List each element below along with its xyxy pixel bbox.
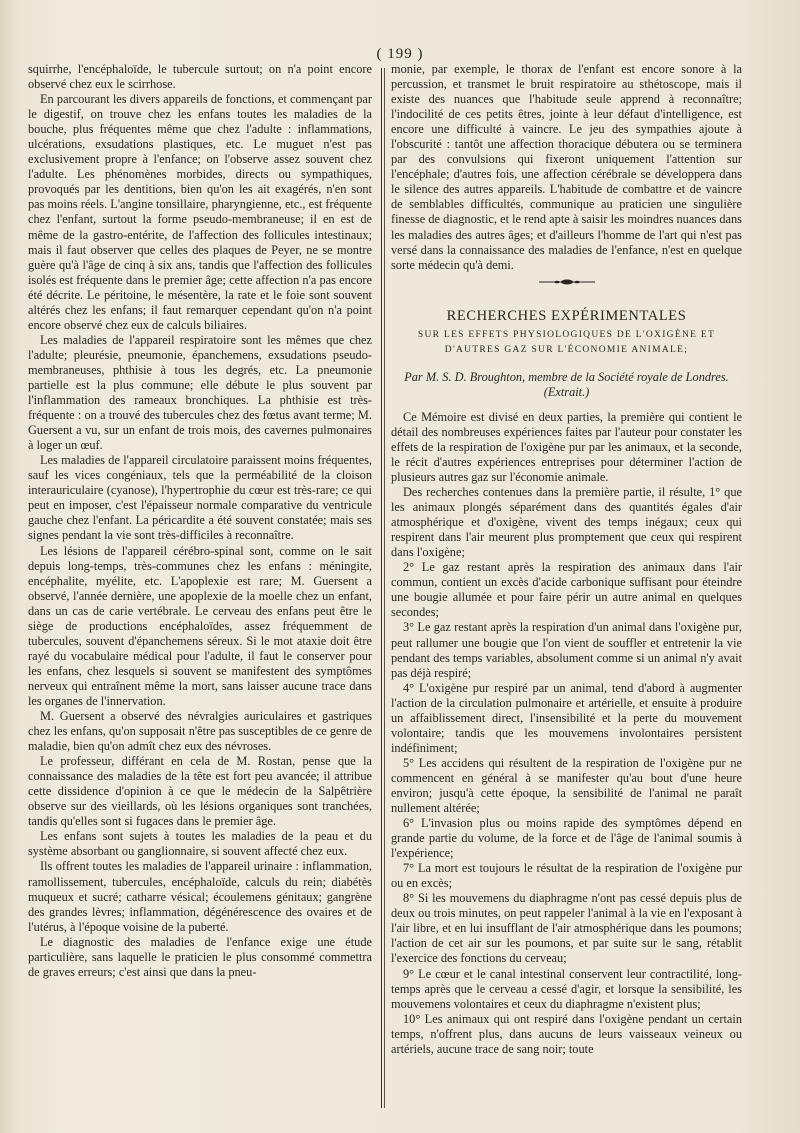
paragraph: Ce Mémoire est divisé en deux parties, la première qui contient le détail des nombreuses expériences faites par l'auteur pour constater les effets de la respiration de l'oxigène pur par les animaux, et la seconde, le récit d'autres expériences entreprises pour déterminer l'action de plusieurs autres gaz sur l'économie animale. <box>391 409 742 484</box>
column-rule <box>381 68 382 1108</box>
paragraph: 9° Le cœur et le canal intestinal conservent leur contractilité, long-temps après que le cerveau a cessé d'agir, et lorsque la sensibilité, les mouvemens volontaires et ceux du diaphragme n'existent plus; <box>391 966 742 1011</box>
paragraph: 4° L'oxigène pur respiré par un animal, tend d'abord à augmenter l'action de la circulation pulmonaire et artérielle, et ensuite à produire un affaiblissement direct, l'insensibilité et la perte du mouvement volontaire; tandis que les mouvemens involontaires persistent indéfiniment; <box>391 680 742 755</box>
paragraph: Le diagnostic des maladies de l'enfance exige une étude particulière, sans laquelle le praticien le plus consommé commettra de graves erreurs; c'est ainsi que dans la pneu- <box>28 934 372 979</box>
paragraph: 7° La mort est toujours le résultat de la respiration de l'oxigène pur ou en excès; <box>391 861 742 891</box>
article-title: RECHERCHES EXPÉRIMENTALES <box>446 307 687 324</box>
paragraph: squirrhe, l'encéphaloïde, le tubercule surtout; on n'a point encore observé chez eux le scirrhose. <box>28 62 372 92</box>
paragraph: 8° Si les mouvemens du diaphragme n'ont pas cessé depuis plus de deux ou trois minutes, on peut rappeler l'animal à la vie en l'exposant à l'air libre, et en lui insufflant de l'air atmosphérique dans les poumons; l'action de cet air sur les poumons, et par suite sur le sang, rétablit l'exercice des fonctions du cerveau; <box>391 891 742 966</box>
page-number: ( 199 ) <box>376 46 424 62</box>
paragraph: Ils offrent toutes les maladies de l'appareil urinaire : inflammation, ramollissement, tubercules, encéphaloïde, calculs du rein; diabétès muqueux et sucré; catharre vésical; écoulemens génitaux; gangrène des grandes lèvres; inflammation, dégénérescence des ovaires et de l'utérus, à l'époque voisine de la puberté. <box>28 859 372 934</box>
paragraph: Les maladies de l'appareil circulatoire paraissent moins fréquentes, sauf les vices congéniaux, tels que la perméabilité de la cloison interauriculaire (cyanose), l'hypertrophie du cœur est très-rare; ce qui peut en imposer, c'est l'épaisseur normale comparative du ventricule gauche chez l'enfant. La péricardite a été souvent constatée; mais ses signes pendant la vie sont très-difficiles à reconnaître. <box>28 453 372 543</box>
paragraph: monie, par exemple, le thorax de l'enfant est encore sonore à la percussion, et transmet le bruit respiratoire au sthétoscope, mais il existe des nuances que l'habitude seule apprend à reconnaître; l'indocilité de ces petits êtres, jointe à leur défaut d'intelligence, est encore une difficulté à vaincre. Le jeu des sympathies ajoute à l'obscurité : tantôt une affection thoracique débutera ou se terminera par des convulsions qui fixeront uniquement l'attention sur l'encéphale; d'autres fois, une affection cérébrale se développera dans le silence des autres appareils. L'habitude de combattre et de vaincre de semblables difficultés, communique au praticien une singulière finesse de diagnostic, et le rend apte à saisir les moindres nuances dans les maladies des autres âges; et d'ailleurs l'homme de l'art qui n'est pas versé dans la connaissance des maladies de l'enfance, n'est en quelque sorte médecin qu'à demi. <box>391 62 742 272</box>
article-author: Par M. S. D. Broughton, membre de la Société royale de Londres. (Extrait.) <box>404 369 729 399</box>
paragraph: 5° Les accidens qui résultent de la respiration de l'oxigène pur ne commencent en général à se manifester qu'au bout d'une heure environ; jusqu'à cette époque, la sensibilité de l'animal ne paraît nullement altérée; <box>391 755 742 816</box>
paragraph: Les maladies de l'appareil respiratoire sont les mêmes que chez l'adulte; pleurésie, pneumonie, épanchemens, exsudations pseudo-membraneuses, phthisie à tous les degrés, etc. La pneumonie partielle est la plus commune; elle débute le plus souvent par l'inflammation des rameaux bronchiques. La phthisie est très-fréquente : on a trouvé des tubercules chez des fœtus avant terme; M. Guersent a vu, sur un enfant de trois mois, des cavernes pulmonaires à loger un œuf. <box>28 332 372 453</box>
paragraph: Des recherches contenues dans la première partie, il résulte, 1° que les animaux plongés séparément dans des quantités égales d'air atmosphérique et d'oxigène, vivent des temps inégaux; ceux qui respirent dans l'air meurent plus promptement que ceux qui respirent dans l'oxigène; <box>391 485 742 560</box>
paragraph: 3° Le gaz restant après la respiration d'un animal dans l'oxigène pur, peut rallumer une bougie que l'on vient de souffler et entretenir la vie pendant des temps variables, absolument comme si un animal n'y avait pas déjà respiré; <box>391 620 742 680</box>
paragraph: Les enfans sont sujets à toutes les maladies de la peau et du système absorbant ou ganglionnaire, si souvent affecté chez eux. <box>28 829 372 859</box>
paragraph: 2° Le gaz restant après la respiration des animaux dans l'air commun, contient un excès d'acide carbonique suffisant pour éteindre une bougie allumée et pour faire périr un autre animal en quelques secondes; <box>391 560 742 620</box>
article-subtitle: SUR LES EFFETS PHYSIOLOGIQUES DE L'OXIGÈNE ET D'AUTRES GAZ SUR L'ÉCONOMIE ANIMALE; <box>417 329 716 355</box>
left-column <box>28 62 372 980</box>
column-rule-inner <box>384 68 385 1108</box>
paragraph: 10° Les animaux qui ont respiré dans l'oxigène pendant un certain temps, n'offrent plus, dans aucuns de leurs vaisseaux veineux ou artériels, aucune trace de sang noir; toute <box>391 1011 742 1056</box>
paragraph: M. Guersent a observé des névralgies auriculaires et gastriques chez les enfans, qu'on supposait n'être pas susceptibles de ce genre de maladie, bien qu'on admît chez eux des névroses. <box>28 709 372 754</box>
right-column <box>391 62 742 1057</box>
paragraph: 6° L'invasion plus ou moins rapide des symptômes dépend en grande partie du volume, de la force et de l'âge de l'animal soumis à l'expérience; <box>391 816 742 861</box>
paragraph: Le professeur, différant en cela de M. Rostan, pense que la connaissance des maladies de la tête est fort peu avancée; il attribue cette dissidence d'opinion à ce que le médecin de la Salpêtrière observe sur des vieillards, où les lésions organiques sont tranchées, tandis qu'elles sont si fugaces dans le premier âge. <box>28 754 372 829</box>
paragraph: En parcourant les divers appareils de fonctions, et commençant par le digestif, on trouve chez les enfans toutes les maladies de la bouche, plus fréquentes même que chez l'adulte : inflammations, ulcérations, exsudations plastiques, etc. Le muguet n'est pas exclusivement propre à l'enfance; on l'observe assez souvent chez l'adulte. Les phénomènes morbides, directs ou sympathiques, provoqués par les dentitions, bien qu'on les ait exagérés, n'en sont pas moins réels. L'angine tonsillaire, pharyngienne, etc., est fréquente chez l'enfant, surtout la forme pseudo-membraneuse; il en est de même de la gastro-entérite, de l'affection des follicules intestinaux; mais il faut observer que celles des plaques de Peyer, ne se montre guère qu'à l'âge de cinq à six ans, tandis que l'affection des follicules isolés est fréquente dans le premier âge; cette affection n'a pas encore été décrite. Le péritoine, le mésentère, la rate et le foie sont souvent altérés chez les enfans; il faut remarquer cependant qu'on n'a point encore observé chez eux de calculs biliaires. <box>28 92 372 332</box>
separator-flourish <box>537 279 597 285</box>
paragraph: Les lésions de l'appareil cérébro-spinal sont, comme on le sait depuis long-temps, très-communes chez les enfans : méningite, encéphalite, myélite, etc. L'apoplexie est rare; M. Guersent a observé, l'année dernière, une apoplexie de la moelle chez un enfant, dans un cas de carie vertébrale. Le cerveau des enfans peut être le siège de productions encéphaloïdes, assez fréquemment de tubercules, souvent d'épanchemens séreux. Si le mot ataxie doit être rayé du vocabulaire médical pour l'adulte, il faut le conserver pour les enfans, chez lesquels si souvent se manifestent des symptômes nerveux qui entraînent même la mort, sans laisser aucune trace dans les organes de l'innervation. <box>28 543 372 708</box>
